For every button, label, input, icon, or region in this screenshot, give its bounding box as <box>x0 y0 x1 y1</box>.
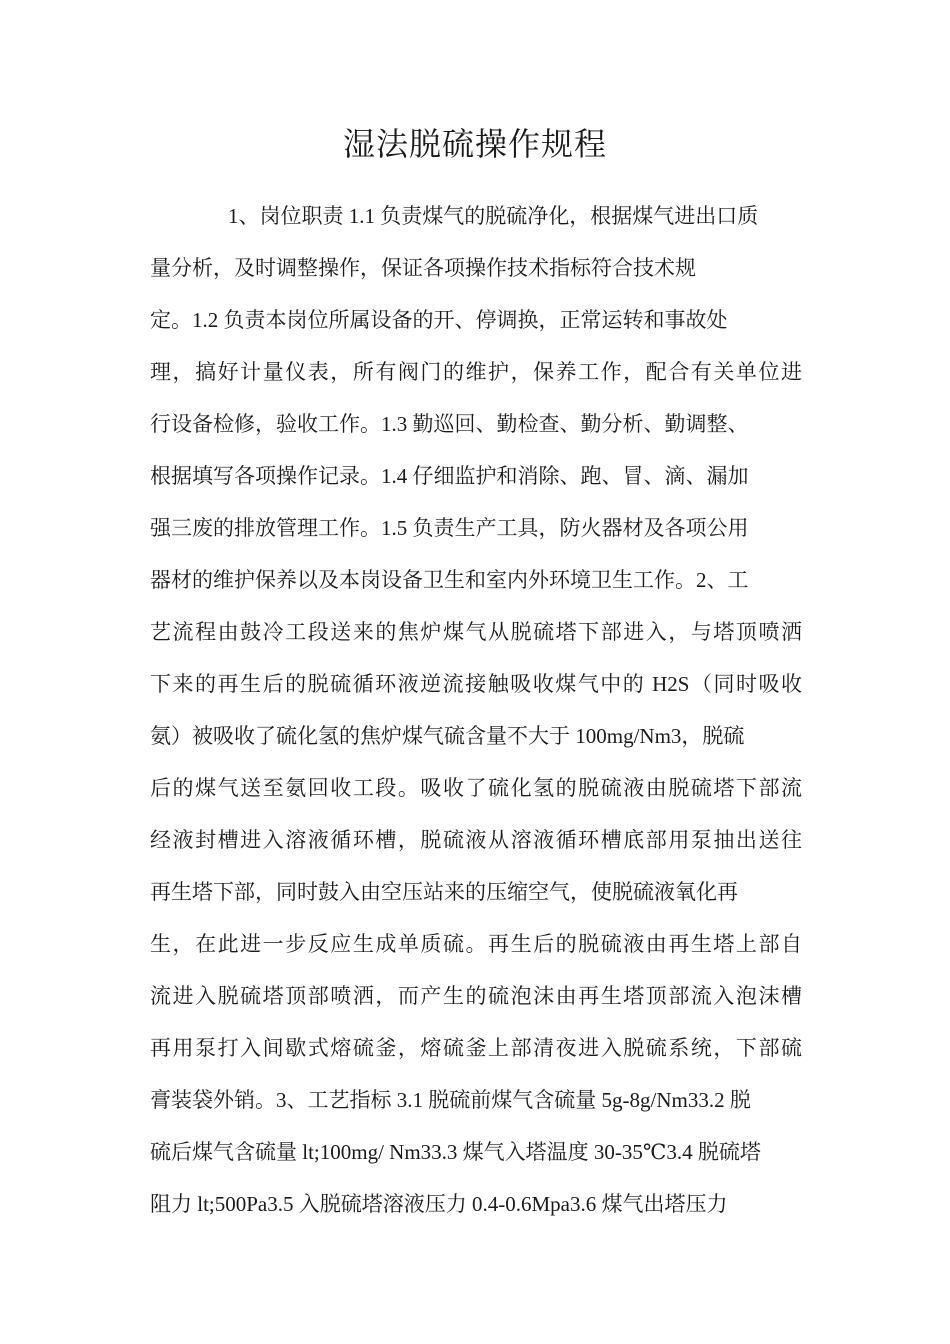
paragraph-line: 根据填写各项操作记录。1.4 仔细监护和消除、跑、冒、滴、漏加 <box>150 464 749 488</box>
paragraph-line: 经液封槽进入溶液循环槽，脱硫液从溶液循环槽底部用泵抽出送往 <box>150 828 802 852</box>
paragraph-line: 强三废的排放管理工作。1.5 负责生产工具，防火器材及各项公用 <box>150 516 749 540</box>
document-title: 湿法脱硫操作规程 <box>342 126 607 162</box>
paragraph-line: 下来的再生后的脱硫循环液逆流接触吸收煤气中的 H2S（同时吸收 <box>150 672 802 696</box>
paragraph-line: 流进入脱硫塔顶部喷洒，而产生的硫泡沫由再生塔顶部流入泡沫槽 <box>150 984 802 1008</box>
paragraph-line: 氨）被吸收了硫化氢的焦炉煤气硫含量不大于 100mg/Nm3，脱硫 <box>150 724 745 748</box>
paragraph-line: 阻力 lt;500Pa3.5 入脱硫塔溶液压力 0.4-0.6Mpa3.6 煤气出塔压力 <box>150 1192 728 1216</box>
paragraph-line: 量分析，及时调整操作，保证各项操作技术指标符合技术规 <box>150 256 696 280</box>
paragraph-line: 艺流程由鼓冷工段送来的焦炉煤气从脱硫塔下部进入，与塔顶喷洒 <box>150 620 802 644</box>
paragraph-line: 硫后煤气含硫量 lt;100mg/ Nm33.3 煤气入塔温度 30-35℃3.4 脱硫塔 <box>150 1140 761 1164</box>
paragraph-line: 再用泵打入间歇式熔硫釜，熔硫釜上部清夜进入脱硫系统，下部硫 <box>150 1036 802 1060</box>
paragraph-line: 1、岗位职责 1.1 负责煤气的脱硫净化，根据煤气进出口质 <box>228 204 759 228</box>
paragraph-line: 理，搞好计量仪表，所有阀门的维护，保养工作，配合有关单位进 <box>150 360 802 384</box>
paragraph-line: 后的煤气送至氨回收工段。吸收了硫化氢的脱硫液由脱硫塔下部流 <box>150 776 802 800</box>
paragraph-line: 器材的维护保养以及本岗设备卫生和室内外环境卫生工作。2、工 <box>150 568 749 592</box>
paragraph-line: 行设备检修，验收工作。1.3 勤巡回、勤检查、勤分析、勤调整、 <box>150 412 749 436</box>
paragraph-line: 定。1.2 负责本岗位所属设备的开、停调换，正常运转和事故处 <box>150 308 728 332</box>
paragraph-line: 膏装袋外销。3、工艺指标 3.1 脱硫前煤气含硫量 5g-8g/Nm33.2 脱 <box>150 1088 751 1112</box>
paragraph-line: 生，在此进一步反应生成单质硫。再生后的脱硫液由再生塔上部自 <box>150 932 802 956</box>
paragraph-line: 再生塔下部，同时鼓入由空压站来的压缩空气，使脱硫液氧化再 <box>150 880 738 904</box>
